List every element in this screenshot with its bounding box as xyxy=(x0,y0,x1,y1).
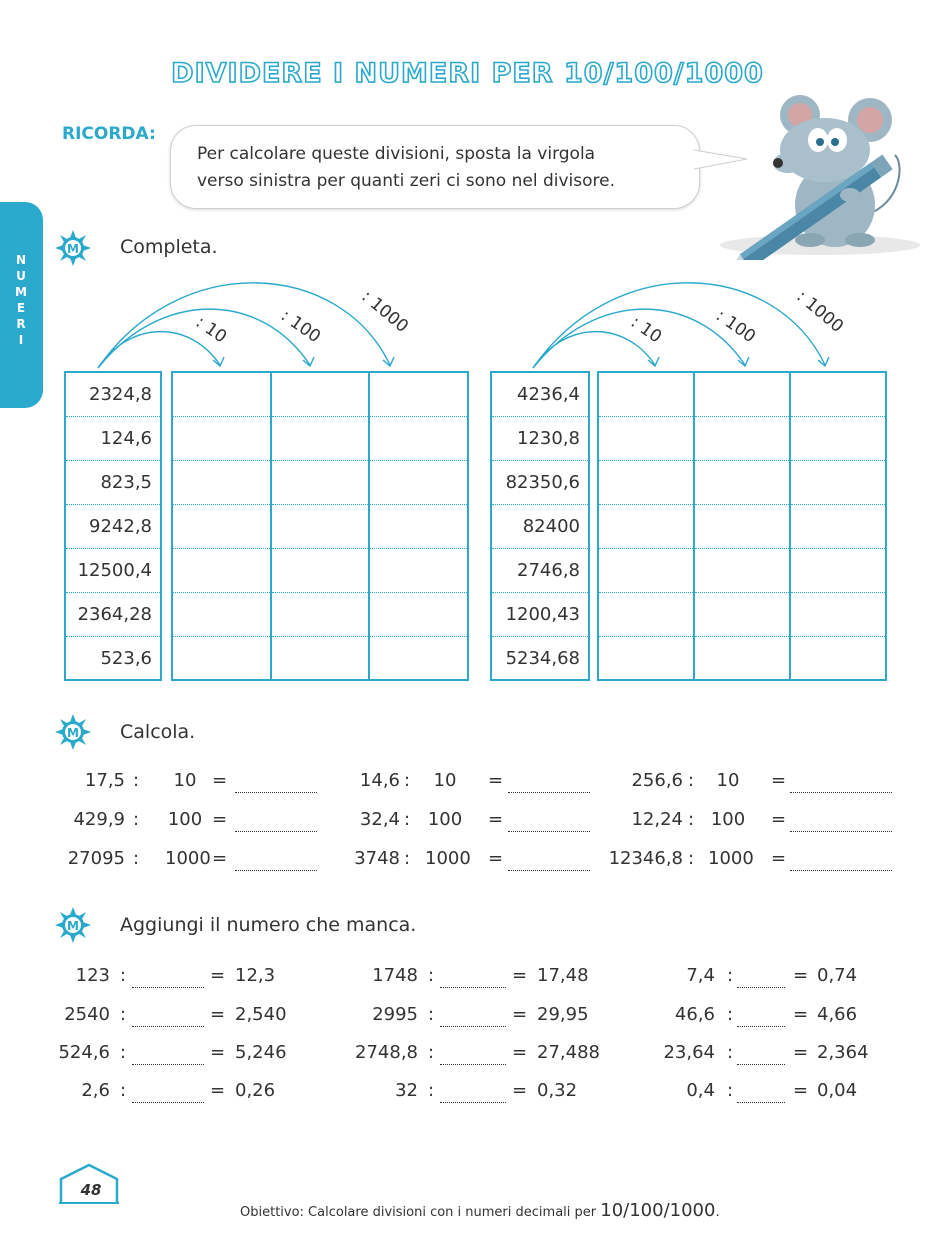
answer-blank[interactable] xyxy=(790,792,892,793)
divide-sign: : xyxy=(428,1080,435,1101)
answer-cell[interactable] xyxy=(599,417,693,461)
answer-blank[interactable] xyxy=(790,870,892,871)
table-number-cell: 12500,4 xyxy=(66,549,160,593)
dividend: 123 xyxy=(75,965,110,986)
equals-sign: = xyxy=(212,809,228,830)
missing-divisor-blank[interactable] xyxy=(737,1026,785,1027)
side-tab-letter: M xyxy=(15,285,27,299)
answer-cell[interactable] xyxy=(173,593,270,637)
equals-sign: = xyxy=(793,965,809,986)
missing-divisor-blank[interactable] xyxy=(737,1102,785,1103)
answer-cell[interactable] xyxy=(173,461,270,505)
divide-sign: : xyxy=(428,1004,435,1025)
dividend: 32,4 xyxy=(359,809,400,830)
footer-objective-text: Obiettivo: Calcolare divisioni con i numeri decimali per xyxy=(240,1205,601,1220)
answer-column xyxy=(370,373,467,679)
equals-sign: = xyxy=(488,848,504,869)
answer-cell[interactable] xyxy=(272,461,369,505)
answer-cell[interactable] xyxy=(272,549,369,593)
divisor: 1000 xyxy=(708,848,754,869)
dividend: 23,64 xyxy=(663,1042,715,1063)
missing-divisor-blank[interactable] xyxy=(132,1102,204,1103)
divisor: 1000 xyxy=(425,848,471,869)
answer-cell[interactable] xyxy=(370,417,467,461)
page-title: DIVIDERE I NUMERI PER 10/100/1000 xyxy=(171,58,764,89)
ricorda-text-line-2: verso sinistra per quanti zeri ci sono nel divisore. xyxy=(197,171,615,191)
divisor: 100 xyxy=(167,809,203,830)
table-number-cell: 1230,8 xyxy=(492,417,588,461)
m-badge-icon xyxy=(55,714,91,750)
table-number-cell: 823,5 xyxy=(66,461,160,505)
footer-objective-numbers: 10/100/1000 xyxy=(600,1200,716,1221)
answer-cell[interactable] xyxy=(695,417,789,461)
divisor: 10 xyxy=(433,770,457,791)
equals-sign: = xyxy=(488,809,504,830)
divide-sign: : xyxy=(404,770,411,791)
quotient: 29,95 xyxy=(537,1004,589,1025)
missing-divisor-blank[interactable] xyxy=(440,987,506,988)
missing-divisor-blank[interactable] xyxy=(737,1064,785,1065)
side-tab-letter: E xyxy=(16,301,26,315)
side-tab-letter: U xyxy=(16,269,26,283)
answer-blank[interactable] xyxy=(508,792,590,793)
page-number-house-icon xyxy=(57,1163,121,1205)
side-tab xyxy=(0,202,43,408)
answer-cell[interactable] xyxy=(599,505,693,549)
svg-text:M: M xyxy=(67,242,79,256)
dividend: 46,6 xyxy=(674,1004,715,1025)
quotient: 27,488 xyxy=(537,1042,600,1063)
dividend: 1748 xyxy=(372,965,418,986)
ricorda-label: RICORDA: xyxy=(62,124,156,144)
table-number-cell: 2364,28 xyxy=(66,593,160,637)
arrow-label-100-right: : 100 xyxy=(711,305,760,348)
answer-cell[interactable] xyxy=(695,461,789,505)
answer-cell[interactable] xyxy=(370,505,467,549)
table-number-cell: 82400 xyxy=(492,505,588,549)
dividend: 32 xyxy=(395,1080,418,1101)
dividend: 2,6 xyxy=(81,1080,110,1101)
missing-divisor-blank[interactable] xyxy=(440,1026,506,1027)
answer-cell[interactable] xyxy=(791,417,885,461)
divide-sign: : xyxy=(727,1080,734,1101)
equals-sign: = xyxy=(210,965,226,986)
dividend: 14,6 xyxy=(359,770,400,791)
answer-cell[interactable] xyxy=(695,637,789,681)
missing-divisor-blank[interactable] xyxy=(737,987,785,988)
answer-cell[interactable] xyxy=(695,549,789,593)
divide-sign: : xyxy=(727,1004,734,1025)
equals-sign: = xyxy=(512,1042,528,1063)
answer-cell[interactable] xyxy=(173,505,270,549)
answer-cell[interactable] xyxy=(599,549,693,593)
footer-objective-dot: . xyxy=(715,1205,720,1220)
divide-sign: : xyxy=(120,1042,127,1063)
dividend: 256,6 xyxy=(631,770,683,791)
speech-bubble xyxy=(170,125,700,209)
answer-cell[interactable] xyxy=(599,593,693,637)
mouse-mascot-illustration xyxy=(700,95,925,260)
divide-sign: : xyxy=(120,965,127,986)
answer-blank[interactable] xyxy=(508,870,590,871)
equals-sign: = xyxy=(793,1004,809,1025)
answer-cell[interactable] xyxy=(791,637,885,681)
answer-cell[interactable] xyxy=(370,461,467,505)
equals-sign: = xyxy=(793,1080,809,1101)
divide-sign: : xyxy=(404,809,411,830)
missing-divisor-blank[interactable] xyxy=(132,1026,204,1027)
answer-cell[interactable] xyxy=(695,505,789,549)
divide-sign: : xyxy=(688,809,695,830)
divide-sign: : xyxy=(133,809,140,830)
answer-cell[interactable] xyxy=(272,593,369,637)
dividend: 0,4 xyxy=(686,1080,715,1101)
answer-blank[interactable] xyxy=(235,792,317,793)
equals-sign: = xyxy=(512,1004,528,1025)
number-column-right xyxy=(490,371,590,681)
answer-column xyxy=(599,373,695,679)
quotient: 0,32 xyxy=(537,1080,578,1101)
equals-sign: = xyxy=(212,770,228,791)
quotient: 2,540 xyxy=(235,1004,287,1025)
missing-divisor-blank[interactable] xyxy=(440,1102,506,1103)
answer-column xyxy=(695,373,791,679)
answer-cell[interactable] xyxy=(370,593,467,637)
dividend: 7,4 xyxy=(686,965,715,986)
quotient: 0,26 xyxy=(235,1080,276,1101)
table-number-cell: 523,6 xyxy=(100,648,152,669)
answer-column xyxy=(272,373,371,679)
quotient: 0,04 xyxy=(817,1080,858,1101)
answer-blank[interactable] xyxy=(235,870,317,871)
divide-sign: : xyxy=(120,1004,127,1025)
dividend: 17,5 xyxy=(84,770,125,791)
equals-sign: = xyxy=(512,965,528,986)
divisor: 100 xyxy=(427,809,463,830)
table-number-cell: 82350,6 xyxy=(492,461,588,505)
table-number-cell: 9242,8 xyxy=(66,505,160,549)
answer-blank[interactable] xyxy=(508,831,590,832)
quotient: 2,364 xyxy=(817,1042,869,1063)
equals-sign: = xyxy=(771,809,787,830)
divisor: 100 xyxy=(710,809,746,830)
answer-column xyxy=(791,373,885,679)
answer-cell[interactable] xyxy=(791,505,885,549)
answer-cell[interactable] xyxy=(791,593,885,637)
quotient: 4,66 xyxy=(817,1004,858,1025)
dividend: 3748 xyxy=(354,848,400,869)
answer-cell[interactable] xyxy=(272,505,369,549)
side-tab-label xyxy=(15,252,27,348)
svg-text:M: M xyxy=(67,919,79,933)
divide-sign: : xyxy=(688,770,695,791)
answer-cell[interactable] xyxy=(791,461,885,505)
divide-sign: : xyxy=(428,965,435,986)
answer-cell[interactable] xyxy=(791,549,885,593)
side-tab-letter: I xyxy=(18,333,24,347)
divide-sign: : xyxy=(727,965,734,986)
answer-cell[interactable] xyxy=(173,373,270,417)
equals-sign: = xyxy=(512,1080,528,1101)
divide-sign: : xyxy=(133,770,140,791)
page-number: 48 xyxy=(80,1181,102,1199)
answer-cell[interactable] xyxy=(695,593,789,637)
answer-cell[interactable] xyxy=(370,373,467,417)
dividend: 2540 xyxy=(64,1004,110,1025)
divisor: 1000 xyxy=(165,848,211,869)
answer-cell[interactable] xyxy=(791,373,885,417)
answer-cell[interactable] xyxy=(173,549,270,593)
equals-sign: = xyxy=(210,1080,226,1101)
dividend: 12346,8 xyxy=(608,848,683,869)
answer-column xyxy=(173,373,272,679)
divide-sign: : xyxy=(404,848,411,869)
quotient: 12,3 xyxy=(235,965,276,986)
equals-sign: = xyxy=(212,848,228,869)
divide-sign: : xyxy=(133,848,140,869)
answer-blank[interactable] xyxy=(235,831,317,832)
side-tab-letter: R xyxy=(16,317,26,331)
ricorda-text-line-1: Per calcolare queste divisioni, sposta la virgola xyxy=(197,144,596,164)
answer-cell[interactable] xyxy=(272,637,369,681)
section-completa-label: Completa. xyxy=(120,236,218,258)
divide-sign: : xyxy=(428,1042,435,1063)
dividend: 27095 xyxy=(67,848,125,869)
quotient: 5,246 xyxy=(235,1042,287,1063)
equals-sign: = xyxy=(210,1004,226,1025)
table-number-cell: 2324,8 xyxy=(66,373,160,417)
table-number-cell: 1200,43 xyxy=(492,593,588,637)
arrow-label-100-left: : 100 xyxy=(276,305,325,348)
answer-grid-right xyxy=(597,371,887,681)
answer-cell[interactable] xyxy=(370,637,467,681)
equals-sign: = xyxy=(488,770,504,791)
dividend: 429,9 xyxy=(73,809,125,830)
quotient: 17,48 xyxy=(537,965,589,986)
divide-sign: : xyxy=(727,1042,734,1063)
answer-cell[interactable] xyxy=(599,637,693,681)
m-badge-icon xyxy=(55,230,91,266)
table-number-cell: 124,6 xyxy=(66,417,160,461)
m-badge-icon xyxy=(55,907,91,943)
table-number-cell: 2746,8 xyxy=(492,549,588,593)
answer-cell[interactable] xyxy=(272,417,369,461)
footer-objective xyxy=(240,1200,720,1221)
answer-cell[interactable] xyxy=(272,373,369,417)
arrow-label-10-left: : 10 xyxy=(191,312,231,348)
equals-sign: = xyxy=(210,1042,226,1063)
missing-divisor-blank[interactable] xyxy=(440,1064,506,1065)
table-number-cell: 4236,4 xyxy=(492,373,588,417)
answer-cell[interactable] xyxy=(173,637,270,681)
arrow-label-1000-left: : 1000 xyxy=(357,286,413,337)
svg-text:M: M xyxy=(67,726,79,740)
arrow-label-10-right: : 10 xyxy=(626,312,666,348)
equals-sign: = xyxy=(771,848,787,869)
answer-cell[interactable] xyxy=(173,417,270,461)
answer-grid-left xyxy=(171,371,469,681)
equals-sign: = xyxy=(793,1042,809,1063)
divisor: 10 xyxy=(173,770,197,791)
answer-blank[interactable] xyxy=(790,831,892,832)
divide-sign: : xyxy=(688,848,695,869)
section-calcola-label: Calcola. xyxy=(120,721,196,743)
equals-sign: = xyxy=(771,770,787,791)
quotient: 0,74 xyxy=(817,965,858,986)
side-tab-letter: N xyxy=(15,253,27,267)
dividend: 2748,8 xyxy=(355,1042,418,1063)
missing-divisor-blank[interactable] xyxy=(132,987,204,988)
division-arrows-left xyxy=(60,270,480,375)
dividend: 524,6 xyxy=(58,1042,110,1063)
answer-cell[interactable] xyxy=(370,549,467,593)
divisor: 10 xyxy=(716,770,740,791)
section-aggiungi-label: Aggiungi il numero che manca. xyxy=(120,914,417,936)
divide-sign: : xyxy=(120,1080,127,1101)
missing-divisor-blank[interactable] xyxy=(132,1064,204,1065)
dividend: 12,24 xyxy=(631,809,683,830)
arrow-label-1000-right: : 1000 xyxy=(792,286,848,337)
division-arrows-right xyxy=(495,270,915,375)
dividend: 2995 xyxy=(372,1004,418,1025)
table-number-cell: 5234,68 xyxy=(505,648,580,669)
answer-cell[interactable] xyxy=(599,373,693,417)
number-column-left xyxy=(64,371,162,681)
answer-cell[interactable] xyxy=(599,461,693,505)
answer-cell[interactable] xyxy=(695,373,789,417)
